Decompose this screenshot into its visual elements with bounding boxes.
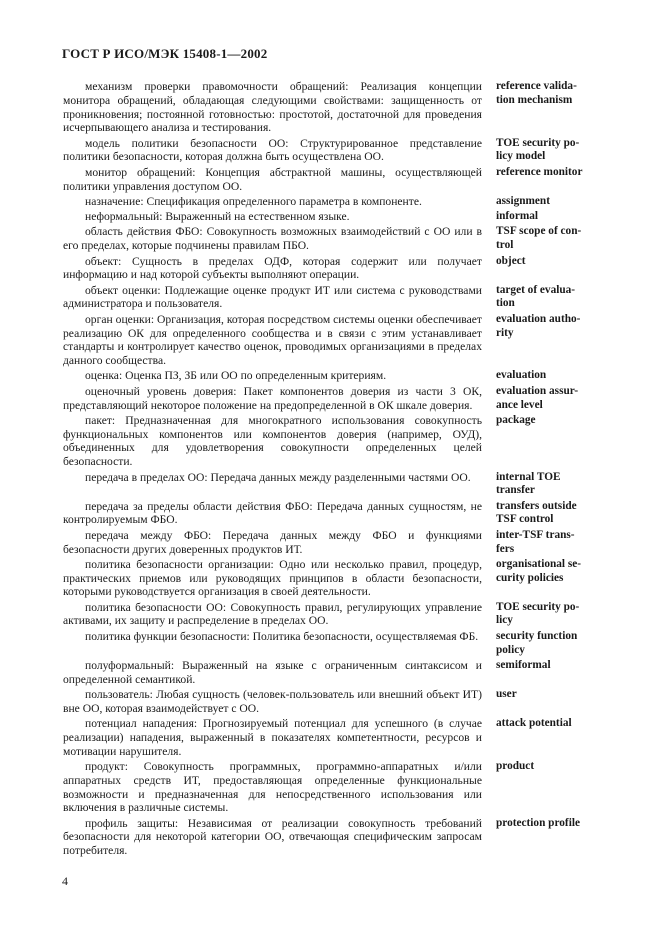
- english-term: inter-TSF trans- fers: [496, 528, 575, 555]
- glossary-entry: [63, 471, 601, 499]
- term-definition: политика функции безопасности: Политика безопасности, осуществляемая ФБ.: [85, 629, 479, 643]
- english-term: reference monitor: [496, 165, 583, 178]
- term-definition: передача между ФБО: Передача данных между ФБО и функциями безопасности других доверенных продуктов ИТ.: [63, 528, 482, 556]
- glossary-entry: [63, 225, 601, 253]
- term-definition: модель политики безопасности ОО: Структурированное представление политики безопасности, которая должна быть осуществлена ОО.: [63, 136, 482, 164]
- term-definition: политика безопасности организации: Одно или несколько правил, процедур, практических приемов или руководящих принципов в области безопасности, которыми руководствуется организация в своей деятельности.: [63, 557, 482, 599]
- term-definition: область действия ФБО: Совокупность возможных взаимодействий с ОО или в его пределах, которые подчинены правилам ПБО.: [63, 225, 482, 253]
- english-term: transfers outside TSF control: [496, 499, 577, 526]
- term-definition: объект оценки: Подлежащие оценке продукт ИТ или система с руководствами администратора и пользователя.: [63, 283, 482, 311]
- glossary-entry: [63, 313, 601, 368]
- term-definition: объект: Сущность в пределах ОДФ, которая содержит или получает информацию и над которой субъекты выполняют операции.: [63, 254, 482, 282]
- glossary-entry: [63, 760, 601, 815]
- term-definition: потенциал нападения: Прогнозируемый потенциал для успешного (в случае реализации) нападения, выраженный в показателях компетентности, ресурсов и мотивации нарушителя.: [63, 717, 482, 758]
- glossary-entry: [63, 80, 601, 135]
- english-term: internal TOE transfer: [496, 470, 561, 497]
- english-term: organisational se- curity policies: [496, 557, 582, 584]
- english-term: evaluation: [496, 369, 547, 382]
- term-definition: политика безопасности ОО: Совокупность правил, регулирующих управление активами, их защиту и распределение в пределах ОО.: [63, 600, 482, 628]
- term-definition: оценочный уровень доверия: Пакет компонентов доверия из части 3 ОК, представляющий некоторое положение на предопределенной в ОК шкале доверия.: [63, 384, 482, 412]
- glossary-entry: [63, 529, 601, 557]
- glossary-entries: [63, 80, 601, 860]
- term-definition: передача в пределах ОО: Передача данных между разделенными частями ОО.: [85, 470, 471, 484]
- glossary-entry: [63, 195, 601, 209]
- term-definition: пакет: Предназначенная для многократного использования совокупность функциональных компонентов или компонентов доверия (например, ОУД), объединенных для удовлетворения совокупности определенных целей безопасности.: [63, 413, 482, 469]
- english-term: informal: [496, 210, 539, 223]
- term-definition: неформальный: Выраженный на естественном языке.: [85, 210, 350, 224]
- english-term: semiformal: [496, 658, 551, 671]
- glossary-entry: [63, 558, 601, 599]
- term-definition: назначение: Спецификация определенного параметра в компоненте.: [85, 194, 422, 208]
- glossary-entry: [63, 166, 601, 194]
- english-term: TSF scope of con- trol: [496, 225, 582, 252]
- glossary-entry: [63, 630, 601, 658]
- glossary-entry: [63, 500, 601, 528]
- glossary-entry: [63, 210, 601, 224]
- term-definition: пользователь: Любая сущность (человек-пользователь или внешний объект ИТ) вне ОО, которая взаимодействует с ОО.: [63, 687, 482, 715]
- glossary-entry: [63, 817, 601, 858]
- glossary-entry: [63, 385, 601, 413]
- glossary-entry: [63, 137, 601, 165]
- term-definition: монитор обращений: Концепция абстрактной машины, осуществляющей политики управления доступом ОО.: [63, 165, 482, 193]
- term-definition: механизм проверки правомочности обращений: Реализация концепции монитора обращений, обладающая следующими свойствами: защищенность от проникновения; постоянной готовностью: простотой, достаточной для проведения исчерпывающего анализа и тестирования.: [63, 80, 482, 135]
- term-definition: продукт: Совокупность программных, программно-аппаратных и/или аппаратных средств ИТ, предоставляющая определенные функциональные возможности и предназначенная для непосредственного использования или включения в различные системы.: [63, 759, 482, 815]
- english-term: object: [496, 254, 526, 267]
- glossary-entry: [63, 414, 601, 469]
- glossary-entry: [63, 688, 601, 716]
- glossary-entry: [63, 659, 601, 687]
- page-number: 4: [62, 874, 68, 888]
- term-definition: передача за пределы области действия ФБО: Передача данных сущностям, не контролируемым ФБО.: [63, 499, 482, 527]
- english-term: reference valida- tion mechanism: [496, 80, 577, 106]
- english-term: security function policy: [496, 629, 578, 656]
- english-term: evaluation assur- ance level: [496, 384, 579, 411]
- english-term: package: [496, 413, 536, 426]
- glossary-entry: [63, 255, 601, 283]
- english-term: evaluation autho- rity: [496, 312, 581, 339]
- glossary-entry: [63, 369, 601, 383]
- english-term: protection profile: [496, 816, 580, 829]
- english-term: TOE security po- licy model: [496, 136, 580, 163]
- english-term: attack potential: [496, 717, 572, 730]
- glossary-entry: [63, 284, 601, 312]
- english-term: assignment: [496, 194, 550, 207]
- glossary-entry: [63, 601, 601, 629]
- english-term: TOE security po- licy: [496, 600, 580, 627]
- glossary-entry: [63, 717, 601, 758]
- term-definition: профиль защиты: Независимая от реализации совокупность требований безопасности для некоторой категории ОО, отвечающая специфическим запросам потребителя.: [63, 816, 482, 858]
- term-definition: полуформальный: Выраженный на языке с ограниченным синтаксисом и определенной семантикой.: [63, 658, 482, 686]
- term-definition: оценка: Оценка ПЗ, ЗБ или ОО по определенным критериям.: [85, 369, 387, 383]
- english-term: product: [496, 759, 535, 772]
- english-term: target of evalua- tion: [496, 283, 576, 310]
- term-definition: орган оценки: Организация, которая посредством системы оценки обеспечивает реализацию ОК для определенного сообщества и в связи с этим устанавливает стандарты и контролирует качество оценок, проводимых организациями в пределах данного сообщества.: [63, 312, 482, 368]
- english-term: user: [496, 687, 517, 700]
- document-header: ГОСТ Р ИСО/МЭК 15408-1—2002: [62, 46, 268, 61]
